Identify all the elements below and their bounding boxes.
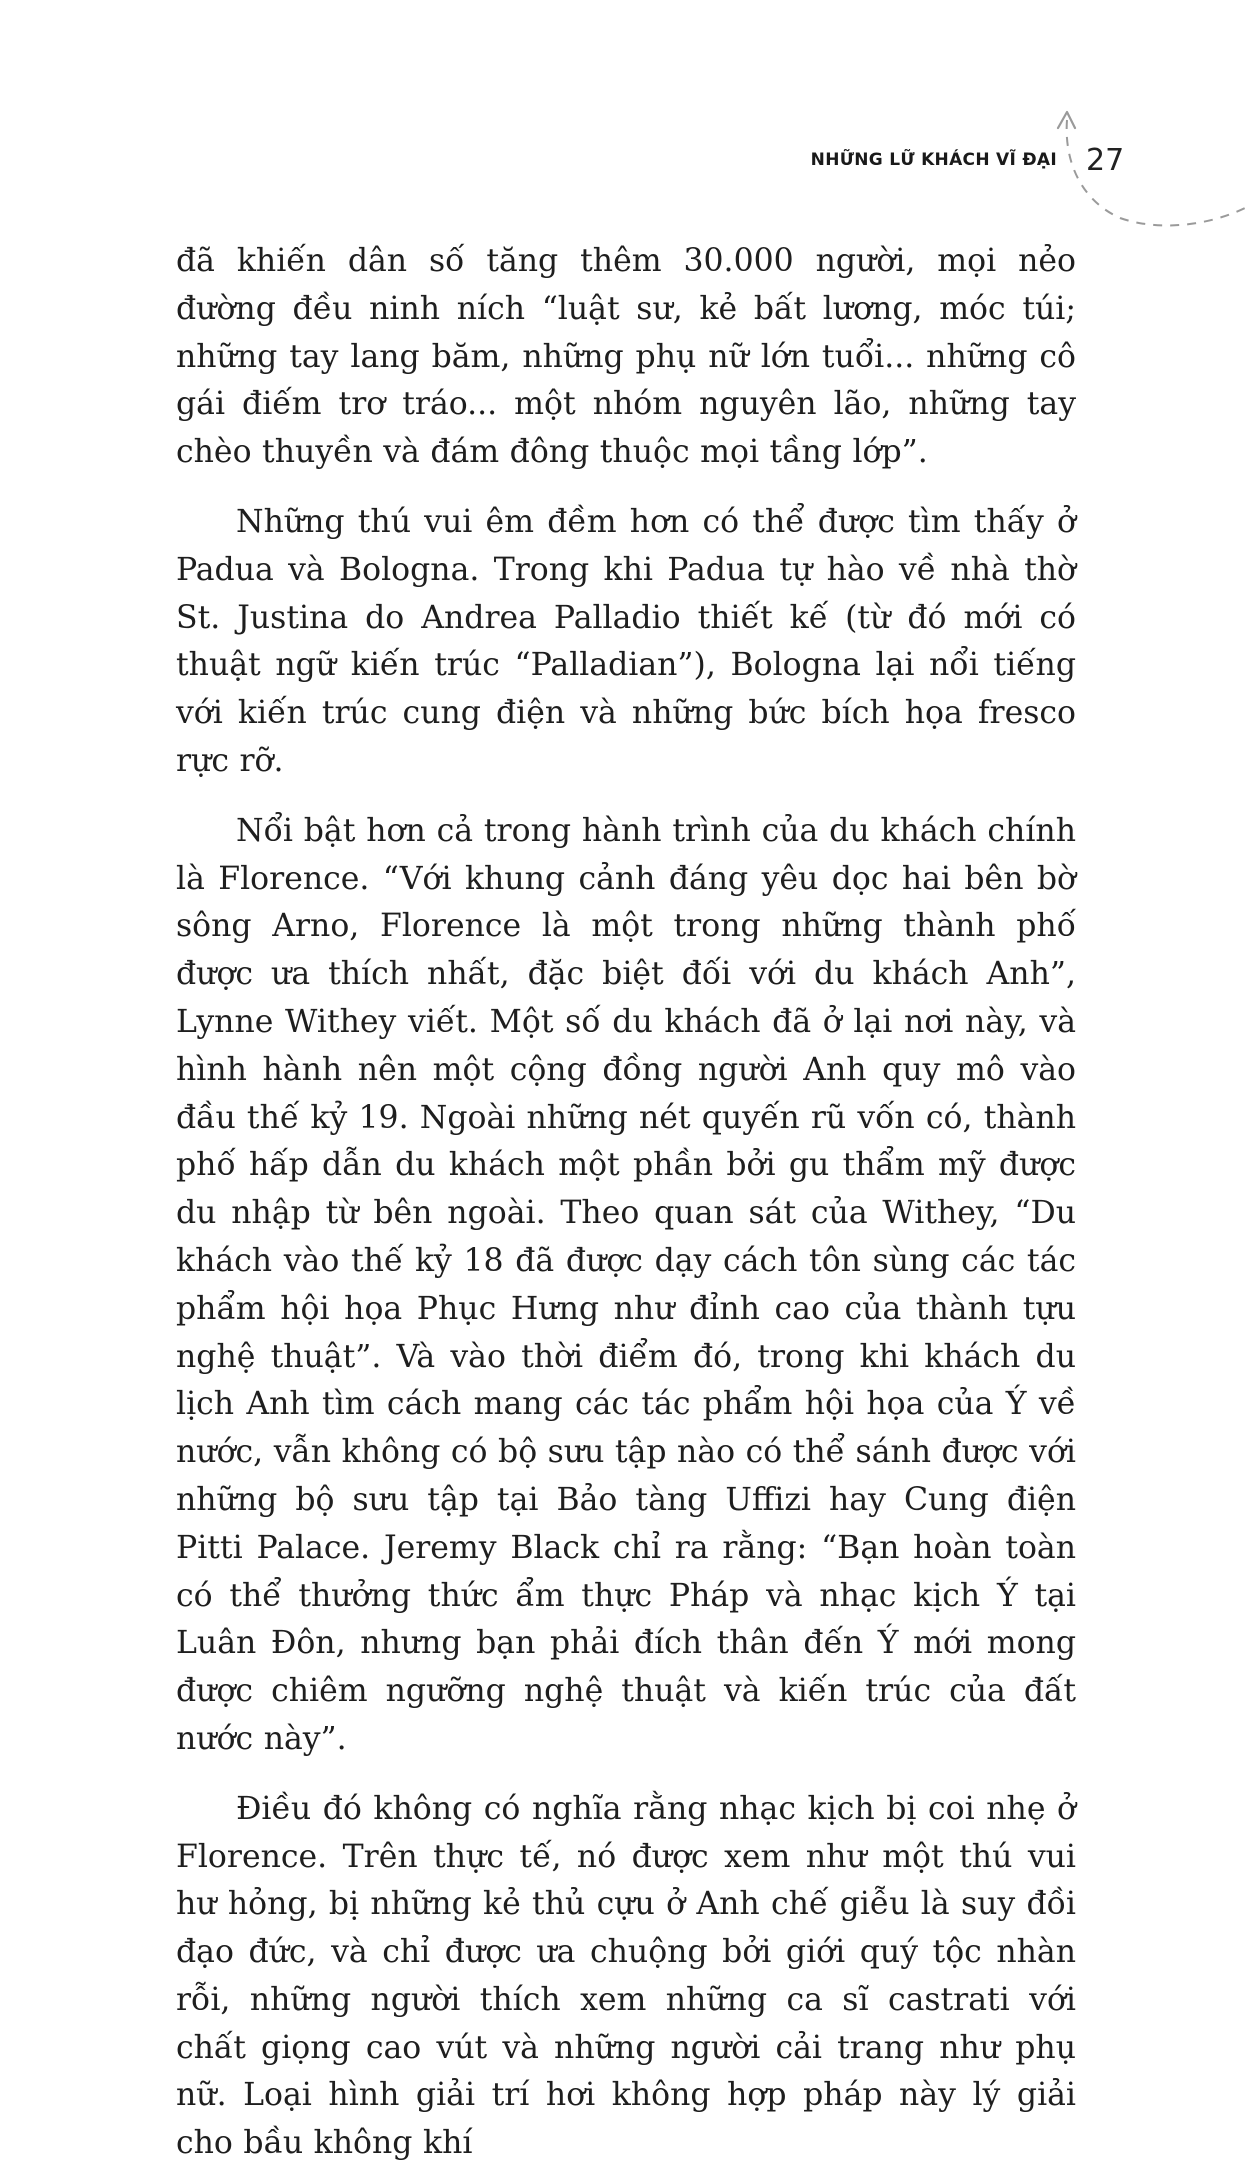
body-text [176, 238, 1076, 2168]
running-header: NHỮNG LỮ KHÁCH VĨ ĐẠI [810, 150, 1057, 170]
page-number: 27 [1086, 143, 1125, 178]
paragraph-1: đã khiến dân số tăng thêm 30.000 người, mọi nẻo đường đều ninh ních “luật sư, kẻ bất lương, móc túi; những tay lang băm, những phụ nữ lớn tuổi... những cô gái điếm trơ tráo... một nhóm nguyên lão, những tay chèo thuyền và đám đông thuộc mọi tầng lớp”. [176, 243, 1076, 471]
paragraph-2: Những thú vui êm đềm hơn có thể được tìm thấy ở Padua và Bologna. Trong khi Padua tự hào về nhà thờ St. Justina do Andrea Palladio thiết kế (từ đó mới có thuật ngữ kiến trúc “Palladian”), Bologna lại nổi tiếng với kiến trúc cung điện và những bức bích họa fresco rực rỡ. [176, 503, 1076, 779]
paragraph-4: Điều đó không có nghĩa rằng nhạc kịch bị coi nhẹ ở Florence. Trên thực tế, nó được xem như một thú vui hư hỏng, bị những kẻ thủ cựu ở Anh chế giễu là suy đồi đạo đức, và chỉ được ưa chuộng bởi giới quý tộc nhàn rỗi, những người thích xem những ca sĩ castrati với chất giọng cao vút và những người cải trang như phụ nữ. Loại hình giải trí hơi không hợp pháp này lý giải cho bầu không khí [176, 1790, 1076, 2162]
paragraph-3: Nổi bật hơn cả trong hành trình của du khách chính là Florence. “Với khung cảnh đáng yêu dọc hai bên bờ sông Arno, Florence là một trong những thành phố được ưa thích nhất, đặc biệt đối với du khách Anh”, Lynne Withey viết. Một số du khách đã ở lại nơi này, và hình hành nên một cộng đồng người Anh quy mô vào đầu thế kỷ 19. Ngoài những nét quyến rũ vốn có, thành phố hấp dẫn du khách một phần bởi gu thẩm mỹ được du nhập từ bên ngoài. Theo quan sát của Withey, “Du khách vào thế kỷ 18 đã được dạy cách tôn sùng các tác phẩm hội họa Phục Hưng như đỉnh cao của thành tựu nghệ thuật”. Và vào thời điểm đó, trong khi khách du lịch Anh tìm cách mang các tác phẩm hội họa của Ý về nước, vẫn không có bộ sưu tập nào có thể sánh được với những bộ sưu tập tại Bảo tàng Uffizi hay Cung điện Pitti Palace. Jeremy Black chỉ ra rằng: “Bạn hoàn toàn có thể thưởng thức ẩm thực Pháp và nhạc kịch Ý tại Luân Đôn, nhưng bạn phải đích thân đến Ý mới mong được chiêm ngưỡng nghệ thuật và kiến trúc của đất nước này”. [176, 812, 1076, 1757]
